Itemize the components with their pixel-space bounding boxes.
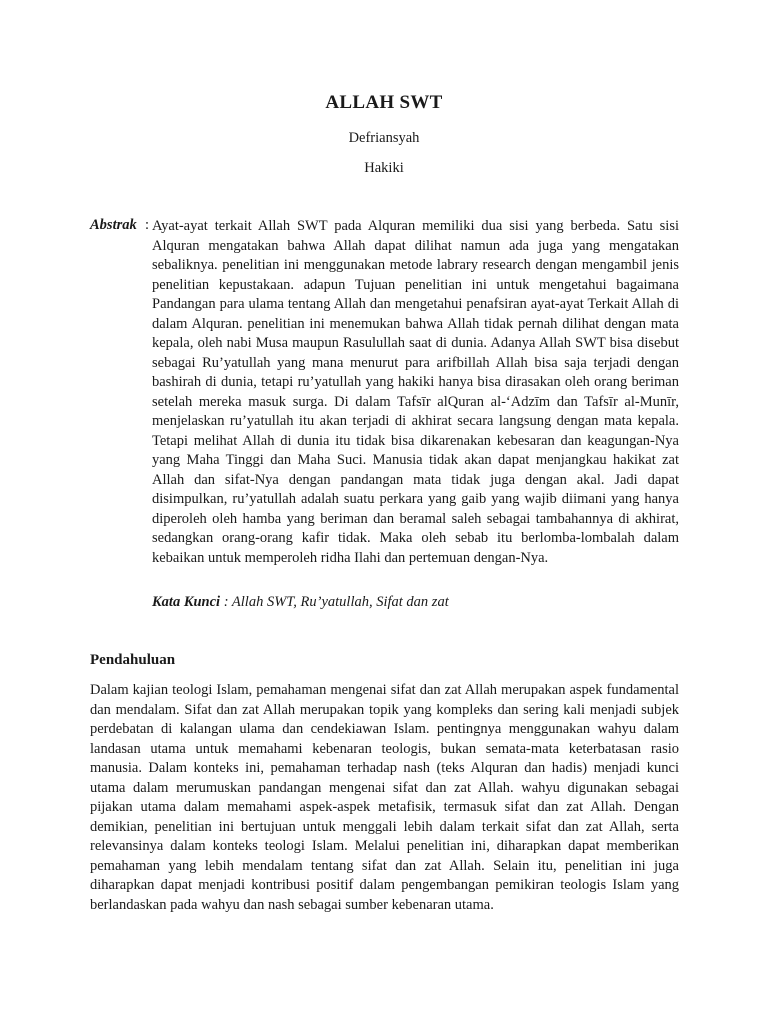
keywords-line (152, 594, 679, 611)
abstract-separator: : (145, 217, 150, 233)
abstract-label: Abstrak (90, 217, 137, 233)
keywords-label: Kata Kunci (152, 594, 221, 610)
author-name: Defriansyah (348, 130, 420, 146)
section-heading-introduction: Pendahuluan (90, 652, 176, 668)
introduction-paragraph: Dalam kajian teologi Islam, pemahaman mengenai sifat dan zat Allah merupakan aspek fundamental dan mendalam. Sifat dan zat Allah merupakan topik yang kompleks dan sering kali menjadi subjek perdebatan di kalangan ulama dan cendekiawan Islam. pentingnya menggunakan wahyu dalam landasan utama untuk memahami kebenaran teologis, bukan semata-mata keterbatasan rasio manusia. Dalam konteks ini, pemahaman terhadap nash (teks Alquran dan hadis) menjadi kunci utama dalam merumuskan pandangan mengenai sifat dan zat Allah. wahyu digunakan sebagai pijakan utama dalam memahami aspek-aspek metafisik, termasuk sifat dan zat Allah. Dengan demikian, penelitian ini bertujuan untuk menggali lebih dalam terkait sifat dan zat Allah, serta relevansinya dalam konteks teologi Islam. Melalui penelitian ini, diharapkan dapat memberikan pemahaman yang lebih mendalam tentang sifat dan zat Allah. Selain itu, penelitian ini juga diharapkan dapat menjadi kontribusi positif dalam pengembangan pemikiran teologis Islam yang berlandaskan pada wahyu dan nash sebagai sumber kebenaran utama. (90, 682, 679, 913)
abstract-text: Ayat-ayat terkait Allah SWT pada Alquran memiliki dua sisi yang berbeda. Satu sisi Alquran mengatakan bahwa Allah dapat dilihat namun ada juga yang mengatakan sebaliknya. penelitian ini menggunakan metode labrary research dengan mengambil jenis penelitian kepustakaan. adapun Tujuan penelitian ini untuk mengetahui bagaimana Pandangan para ulama tentang Allah dan mengetahui penafsiran ayat-ayat Terkait Allah di dalam Alquran. penelitian ini menemukan bahwa Allah tidak pernah dilihat dengan mata kepala, oleh nabi Musa maupun Rasulullah saat di dunia. Adanya Allah SWT bisa disebut sebagai Ru’yatullah yang mana menurut para arifbillah Allah bisa saja terjadi dengan bashirah di dunia, tetapi ru’yatullah yang hakiki hanya bisa dirasakan oleh orang beriman setelah mereka masuk surga. Di dalam Tafsīr alQuran al-‘Adzīm dan Tafsīr al-Munīr, menjelaskan ru’yatullah itu akan terjadi di akhirat secara langsung dengan mata kepala. Tetapi melihat Allah di dunia itu tidak bisa dikarenakan kebesaran dan keagungan-Nya yang Maha Tinggi dan Maha Suci. Manusia tidak akan dapat menjangkau hakikat zat Allah dan sifat-Nya dengan pandangan mata tidak juga dengan akal. Jadi dapat disimpulkan, ru’yatullah adalah suatu perkara yang gaib yang wajib diimani yang hanya diperoleh oleh hamba yang beriman dan beramal saleh sebagai tambahannya di akhirat, sedangkan orang-orang kafir tidak. Maka oleh sebab itu berlomba-lombalah dalam kebaikan untuk memperoleh ridha Ilahi dan pertemuan dengan-Nya. (152, 218, 679, 566)
keywords-text: : Allah SWT, Ru’yatullah, Sifat dan zat (223, 594, 449, 610)
page-title: ALLAH SWT (325, 92, 443, 113)
author-affiliation: Hakiki (364, 160, 404, 176)
